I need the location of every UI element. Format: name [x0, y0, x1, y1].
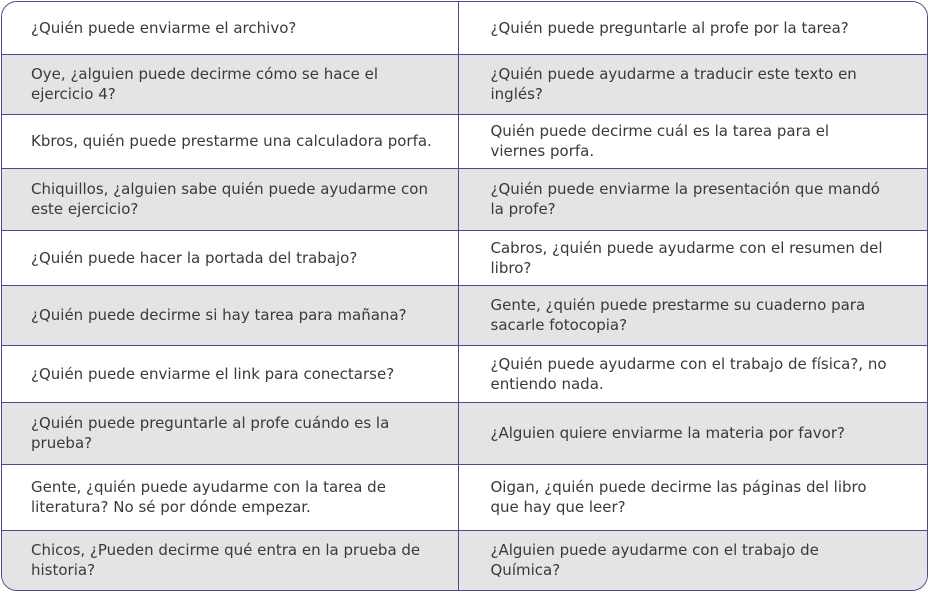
table-cell-right: ¿Quién puede enviarme la presentación que mandó la profe?	[458, 168, 927, 230]
table-row	[2, 530, 927, 590]
table-cell-left: Gente, ¿quién puede ayudarme con la tarea de literatura? No sé por dónde empezar.	[2, 464, 458, 530]
table-cell-right: Cabros, ¿quién puede ayudarme con el resumen del libro?	[458, 230, 927, 285]
table-row	[2, 285, 927, 345]
table-cell-left: Chicos, ¿Pueden decirme qué entra en la prueba de historia?	[2, 530, 458, 590]
table-row	[2, 2, 927, 54]
table-cell-right: Oigan, ¿quién puede decirme las páginas del libro que hay que leer?	[458, 464, 927, 530]
table-cell-left: Kbros, quién puede prestarme una calculadora porfa.	[2, 114, 458, 168]
table-cell-right: ¿Quién puede preguntarle al profe por la tarea?	[458, 2, 927, 54]
table-cell-left: ¿Quién puede enviarme el link para conectarse?	[2, 345, 458, 402]
table-cell-left: ¿Quién puede hacer la portada del trabajo?	[2, 230, 458, 285]
table-cell-left: Oye, ¿alguien puede decirme cómo se hace el ejercicio 4?	[2, 54, 458, 114]
table-cell-left: Chiquillos, ¿alguien sabe quién puede ayudarme con este ejercicio?	[2, 168, 458, 230]
phrases-table	[2, 2, 927, 590]
table-row	[2, 114, 927, 168]
table-row	[2, 168, 927, 230]
table-cell-right: ¿Quién puede ayudarme a traducir este texto en inglés?	[458, 54, 927, 114]
phrases-table-container	[1, 1, 928, 591]
table-cell-left: ¿Quién puede preguntarle al profe cuándo es la prueba?	[2, 402, 458, 464]
table-row	[2, 464, 927, 530]
table-cell-right: ¿Quién puede ayudarme con el trabajo de física?, no entiendo nada.	[458, 345, 927, 402]
table-cell-right: ¿Alguien puede ayudarme con el trabajo de Química?	[458, 530, 927, 590]
table-cell-right: ¿Alguien quiere enviarme la materia por favor?	[458, 402, 927, 464]
table-row	[2, 54, 927, 114]
table-row	[2, 402, 927, 464]
table-cell-left: ¿Quién puede enviarme el archivo?	[2, 2, 458, 54]
table-row	[2, 230, 927, 285]
table-cell-right: Quién puede decirme cuál es la tarea para el viernes porfa.	[458, 114, 927, 168]
table-cell-right: Gente, ¿quién puede prestarme su cuaderno para sacarle fotocopia?	[458, 285, 927, 345]
table-cell-left: ¿Quién puede decirme si hay tarea para mañana?	[2, 285, 458, 345]
table-row	[2, 345, 927, 402]
